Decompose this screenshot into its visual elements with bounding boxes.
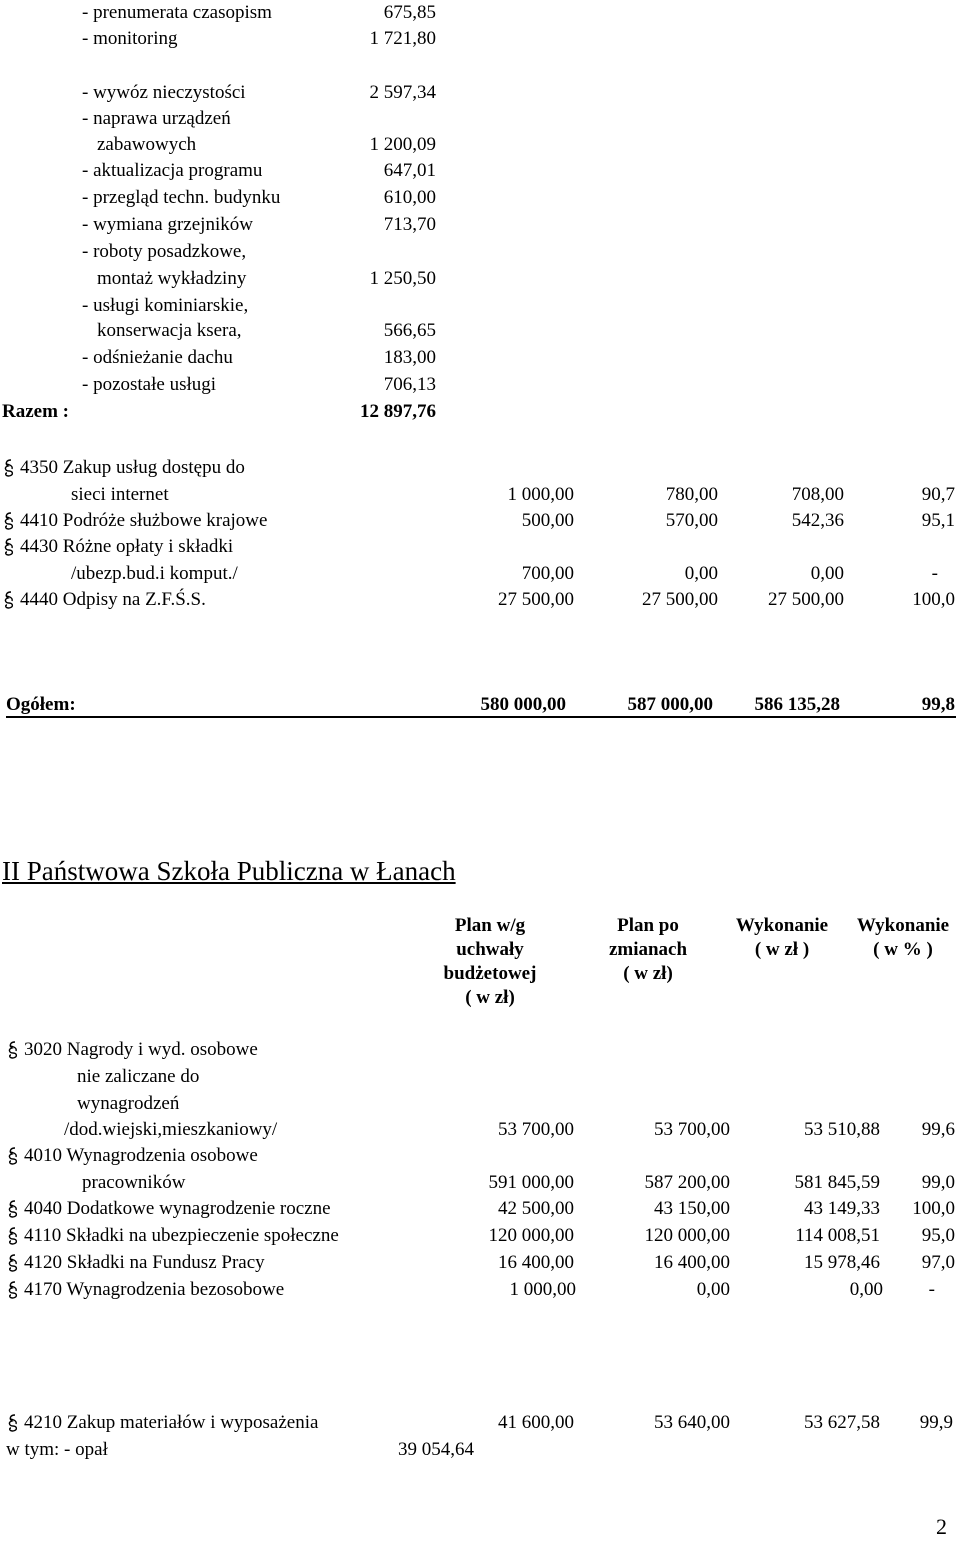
section-mark-icon [2,511,16,533]
cell-plan: 1 000,00 [509,1279,576,1300]
item-label: - aktualizacja programu [82,160,263,181]
row-label-cont: wynagrodzeń [77,1093,180,1114]
cell-wyk: 114 008,51 [795,1225,880,1246]
item-label: - prenumerata czasopism [82,2,272,23]
item-label-cont: montaż wykładziny [97,268,247,289]
item-label: - monitoring [82,28,178,49]
row-label-cont: /ubezp.bud.i komput./ [71,563,238,584]
item-value: 610,00 [383,187,436,208]
total-wyk: 586 135,28 [754,694,840,715]
cell-plan: 41 600,00 [498,1412,574,1433]
item-value: 675,85 [383,2,436,23]
cell-pct: 99,0 [921,1172,955,1193]
total-label: Ogółem: [6,694,76,715]
cell-zm: 53 640,00 [654,1412,730,1433]
row-label-cont: pracowników [82,1172,186,1193]
item-label: - naprawa urządzeń [82,108,231,129]
cell-pct: - [931,563,938,584]
cell-plan: 16 400,00 [498,1252,574,1273]
cell-plan: 500,00 [521,510,574,531]
item-label-cont: konserwacja ksera, [97,320,242,341]
cell-zm: 570,00 [665,510,718,531]
section-mark-icon [6,1413,20,1435]
razem-label: Razem : [2,401,69,422]
section-mark-icon [6,1146,20,1168]
cell-wyk: 53 510,88 [804,1119,880,1140]
cell-plan: 53 700,00 [498,1119,574,1140]
item-label: - roboty posadzkowe, [82,241,247,262]
cell-pct: 99,6 [921,1119,955,1140]
razem-value: 12 897,76 [360,401,436,422]
cell-wyk: 0,00 [810,563,844,584]
cell-pct: 100,0 [912,1198,955,1219]
opal-value: 39 054,64 [398,1439,474,1460]
cell-wyk: 15 978,46 [804,1252,880,1273]
total-underline [6,716,956,718]
section-mark-icon [6,1226,20,1248]
cell-pct: 99,9 [919,1412,953,1433]
cell-plan: 700,00 [521,563,574,584]
total-pct: 99,8 [921,694,955,715]
cell-wyk: 43 149,33 [804,1198,880,1219]
cell-wyk: 0,00 [849,1279,883,1300]
item-value: 647,01 [383,160,436,181]
item-label: - wywóz nieczystości [82,82,246,103]
item-label: - pozostałe usługi [82,374,217,395]
section-mark-icon [6,1280,20,1302]
row-label: 4350 Zakup usług dostępu do [20,457,245,478]
cell-pct: 97,0 [921,1252,955,1273]
cell-zm: 0,00 [696,1279,730,1300]
page-number: 2 [936,1514,947,1539]
section-mark-icon [6,1253,20,1275]
item-label-cont: zabawowych [97,134,197,155]
item-label: - przegląd techn. budynku [82,187,281,208]
item-label: - odśnieżanie dachu [82,347,233,368]
item-value: 1 250,50 [369,268,436,289]
header-wyk: Wykonanie ( w zł ) [735,915,829,960]
item-label: - wymiana grzejników [82,214,253,235]
cell-wyk: 708,00 [791,484,844,505]
cell-zm: 587 200,00 [644,1172,730,1193]
cell-plan: 27 500,00 [498,589,574,610]
row-label: 3020 Nagrody i wyd. osobowe [24,1039,258,1060]
section-mark-icon [2,537,16,559]
cell-wyk: 27 500,00 [768,589,844,610]
item-label: - usługi kominiarskie, [82,295,249,316]
cell-zm: 43 150,00 [654,1198,730,1219]
cell-zm: 16 400,00 [654,1252,730,1273]
cell-wyk: 53 627,58 [804,1412,880,1433]
total-plan: 580 000,00 [480,694,566,715]
row-label: 4210 Zakup materiałów i wyposażenia [24,1412,319,1433]
item-value: 713,70 [383,214,436,235]
row-label: 4120 Składki na Fundusz Pracy [24,1252,265,1273]
section-mark-icon [6,1040,20,1062]
cell-pct: 100,0 [912,589,955,610]
row-label-cont: /dod.wiejski,mieszkaniowy/ [64,1119,278,1140]
cell-zm: 0,00 [684,563,718,584]
row-label-cont: nie zaliczane do [77,1066,200,1087]
section-mark-icon [6,1199,20,1221]
item-value: 566,65 [383,320,436,341]
cell-zm: 27 500,00 [642,589,718,610]
row-label: 4010 Wynagrodzenia osobowe [24,1145,258,1166]
row-label: 4040 Dodatkowe wynagrodzenie roczne [24,1198,331,1219]
cell-plan: 42 500,00 [498,1198,574,1219]
cell-pct: 90,7 [921,484,955,505]
header-pct: Wykonanie ( w % ) [856,915,950,960]
section-title: II Państwowa Szkoła Publiczna w Łanach [2,856,456,886]
item-value: 183,00 [383,347,436,368]
opal-label: w tym: - opał [6,1439,108,1460]
cell-pct: 95,1 [921,510,955,531]
row-label: 4410 Podróże służbowe krajowe [20,510,268,531]
row-label: 4440 Odpisy na Z.F.Ś.S. [20,589,206,610]
row-label: 4430 Różne opłaty i składki [20,536,234,557]
cell-wyk: 581 845,59 [794,1172,880,1193]
header-plan: Plan w/g uchwały budżetowej ( w zł) [443,915,537,1008]
cell-pct: 95,0 [921,1225,955,1246]
row-label: 4170 Wynagrodzenia bezosobowe [24,1279,285,1300]
item-value: 706,13 [383,374,436,395]
cell-wyk: 542,36 [791,510,844,531]
total-zm: 587 000,00 [627,694,713,715]
row-label-cont: sieci internet [71,484,169,505]
cell-zm: 780,00 [665,484,718,505]
row-label: 4110 Składki na ubezpieczenie społeczne [24,1225,339,1246]
cell-plan: 120 000,00 [488,1225,574,1246]
item-value: 1 721,80 [369,28,436,49]
cell-zm: 53 700,00 [654,1119,730,1140]
section-mark-icon [2,590,16,612]
header-zm: Plan po zmianach ( w zł) [608,915,688,984]
item-value: 1 200,09 [369,134,436,155]
item-value: 2 597,34 [369,82,436,103]
cell-pct: - [928,1279,935,1300]
cell-plan: 1 000,00 [507,484,574,505]
section-mark-icon [2,458,16,480]
cell-zm: 120 000,00 [644,1225,730,1246]
cell-plan: 591 000,00 [488,1172,574,1193]
